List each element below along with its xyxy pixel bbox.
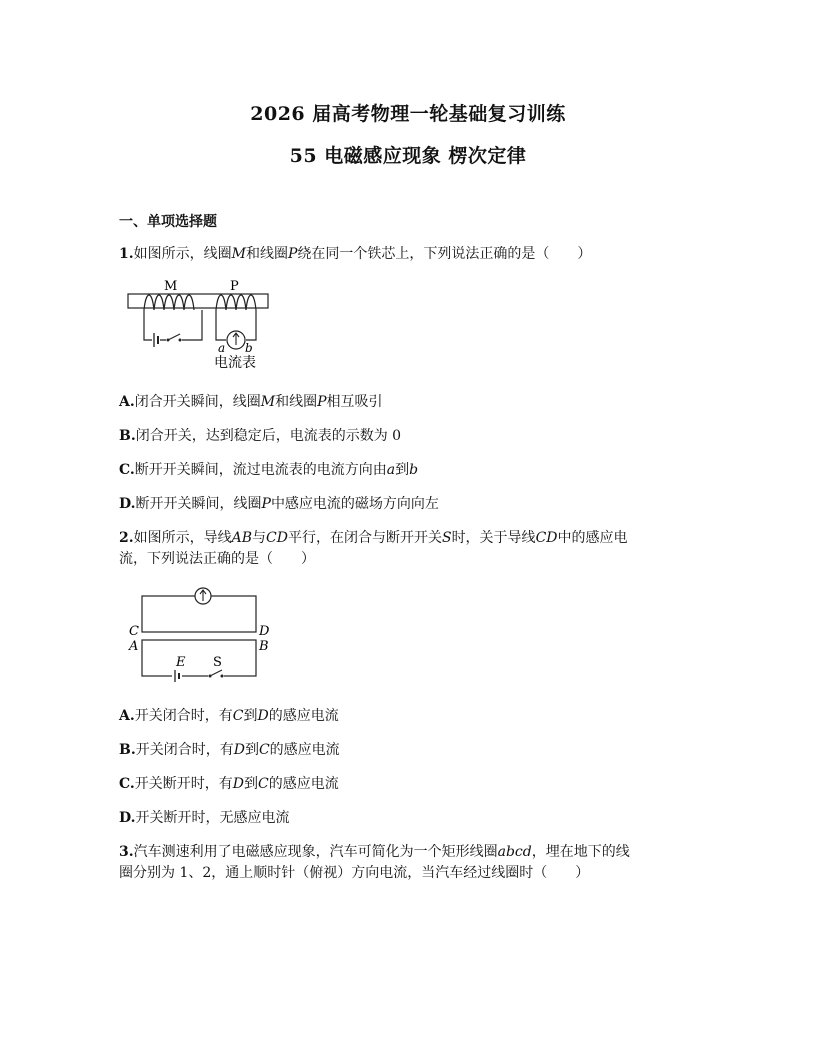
question-2-option-d: D.开关断开时，无感应电流 — [119, 810, 290, 826]
section-heading: 一、单项选择题 — [119, 214, 217, 230]
question-1-figure — [122, 274, 282, 374]
lower-loop — [142, 640, 256, 676]
label-b: b — [245, 341, 253, 355]
page-subtitle: 55 电磁感应现象 楞次定律 — [289, 145, 527, 167]
label-d: D — [259, 624, 270, 639]
question-2-stem-line1: 2.如图所示，导线AB与CD平行，在闭合与断开开关S时，关于导线CD中的感应电 — [119, 530, 628, 546]
question-2-figure — [126, 584, 276, 686]
label-m: M — [164, 279, 178, 294]
label-c: C — [129, 624, 139, 639]
question-1-option-d: D.断开开关瞬间，线圈P中感应电流的磁场方向向左 — [119, 496, 439, 512]
question-2-stem-line2: 流，下列说法正确的是（ ） — [119, 551, 315, 567]
question-1-option-c: C.断开开关瞬间，流过电流表的电流方向由a到b — [119, 462, 419, 478]
question-3-stem-line2: 圈分别为 1、2，通上顺时针（俯视）方向电流，当汽车经过线圈时（ ） — [119, 865, 590, 881]
question-3-stem-line1: 3.汽车测速利用了电磁感应现象，汽车可简化为一个矩形线圈abcd，埋在地下的线 — [119, 844, 630, 860]
circuit-p-wire — [216, 310, 226, 340]
question-1-stem: 1.如图所示，线圈M和线圈P绕在同一个铁芯上，下列说法正确的是（ ） — [119, 246, 592, 262]
label-p: P — [230, 279, 239, 294]
label-a: a — [218, 341, 226, 355]
question-2-option-b: B.开关闭合时，有D到C的感应电流 — [119, 742, 340, 758]
question-1-option-a: A.闭合开关瞬间，线圈M和线圈P相互吸引 — [119, 394, 383, 410]
label-s: S — [213, 655, 222, 670]
label-b: B — [259, 639, 269, 654]
label-e: E — [176, 655, 186, 670]
question-2-option-a: A.开关闭合时，有C到D的感应电流 — [119, 708, 339, 724]
page-title: 2026 届高考物理一轮基础复习训练 — [250, 103, 566, 125]
question-2-option-c: C.开关断开时，有D到C的感应电流 — [119, 776, 339, 792]
ammeter-label: 电流表 — [214, 355, 256, 371]
label-a: A — [129, 639, 139, 654]
question-1-option-b: B.闭合开关，达到稳定后，电流表的示数为 0 — [119, 428, 402, 444]
